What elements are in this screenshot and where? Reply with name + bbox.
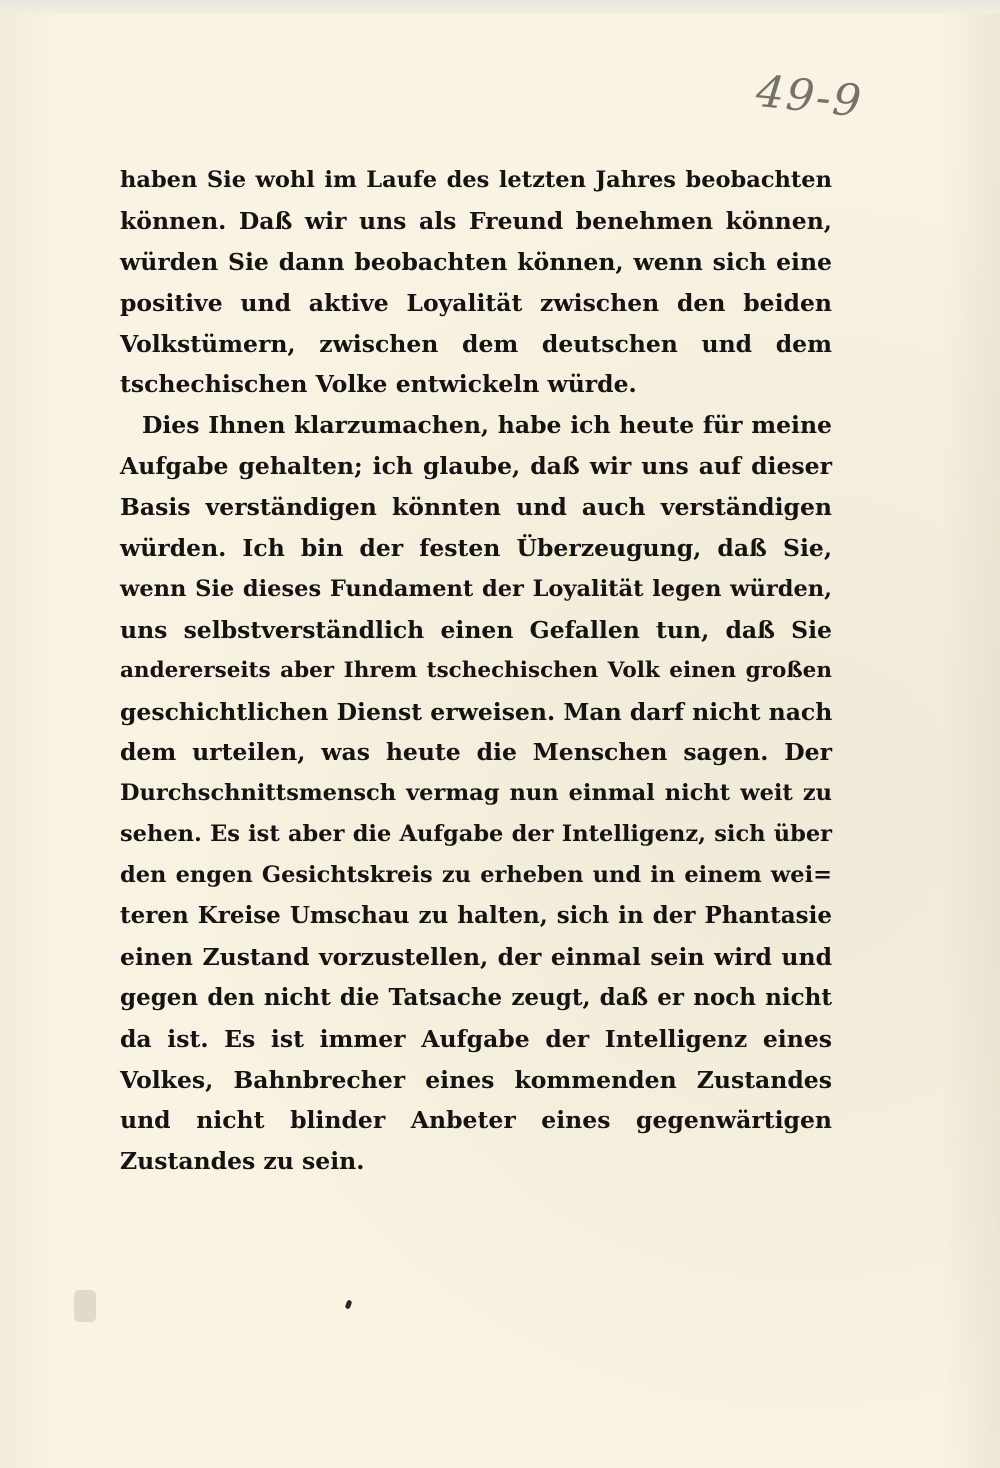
- page-top-edge: [0, 0, 1000, 14]
- text-line: würden. Ich bin der festen Überzeugung, daß Sie,: [120, 534, 832, 563]
- text-line: Dies Ihnen klarzumachen, habe ich heute für meine: [142, 411, 832, 440]
- text-line: wenn Sie dieses Fundament der Loyalität legen würden,: [120, 575, 832, 602]
- text-line: Zustandes zu sein.: [120, 1147, 365, 1176]
- text-line: andererseits aber Ihrem tschechischen Volk einen großen: [120, 657, 832, 683]
- text-line: dem urteilen, was heute die Menschen sagen. Der: [120, 738, 832, 767]
- text-line: geschichtlichen Dienst erweisen. Man darf nicht nach: [120, 697, 833, 726]
- text-line: Durchschnittsmensch vermag nun einmal nicht weit zu: [120, 780, 832, 807]
- text-line: Aufgabe gehalten; ich glaube, daß wir uns auf dieser: [120, 452, 832, 481]
- text-line: haben Sie wohl im Laufe des letzten Jahres beobachten: [120, 167, 832, 193]
- text-line: da ist. Es ist immer Aufgabe der Intelligenz eines: [120, 1024, 832, 1053]
- text-line: Volkes, Bahnbrecher eines kommenden Zustandes: [120, 1065, 832, 1094]
- text-line: tschechischen Volke entwickeln würde.: [120, 370, 637, 399]
- text-line: gegen den nicht die Tatsache zeugt, daß er noch nicht: [120, 983, 832, 1011]
- text-line: uns selbstverständlich einen Gefallen tun, daß Sie: [120, 615, 832, 644]
- paragraph-1: [120, 160, 832, 405]
- paper-edge-mark: [74, 1290, 96, 1322]
- text-line: können. Daß wir uns als Freund benehmen können,: [120, 206, 832, 235]
- text-line: und nicht blinder Anbeter eines gegenwärtigen: [120, 1106, 832, 1135]
- text-line: teren Kreise Umschau zu halten, sich in der Phantasie: [120, 902, 832, 930]
- text-line: Basis verständigen könnten und auch verständigen: [120, 493, 832, 522]
- paragraph-2: [120, 405, 832, 1182]
- text-line: sehen. Es ist aber die Aufgabe der Intelligenz, sich über: [120, 821, 832, 848]
- handwritten-page-number: 49-9: [753, 65, 866, 128]
- text-line: würden Sie dann beobachten können, wenn sich eine: [120, 247, 832, 276]
- text-line: positive und aktive Loyalität zwischen den beiden: [120, 288, 832, 317]
- text-line: den engen Gesichtskreis zu erheben und in einem wei=: [120, 862, 832, 889]
- ink-speck: [345, 1299, 353, 1309]
- body-text: [120, 160, 832, 1182]
- text-line: Volkstümern, zwischen dem deutschen und dem: [120, 329, 832, 358]
- text-line: einen Zustand vorzustellen, der einmal sein wird und: [120, 942, 832, 971]
